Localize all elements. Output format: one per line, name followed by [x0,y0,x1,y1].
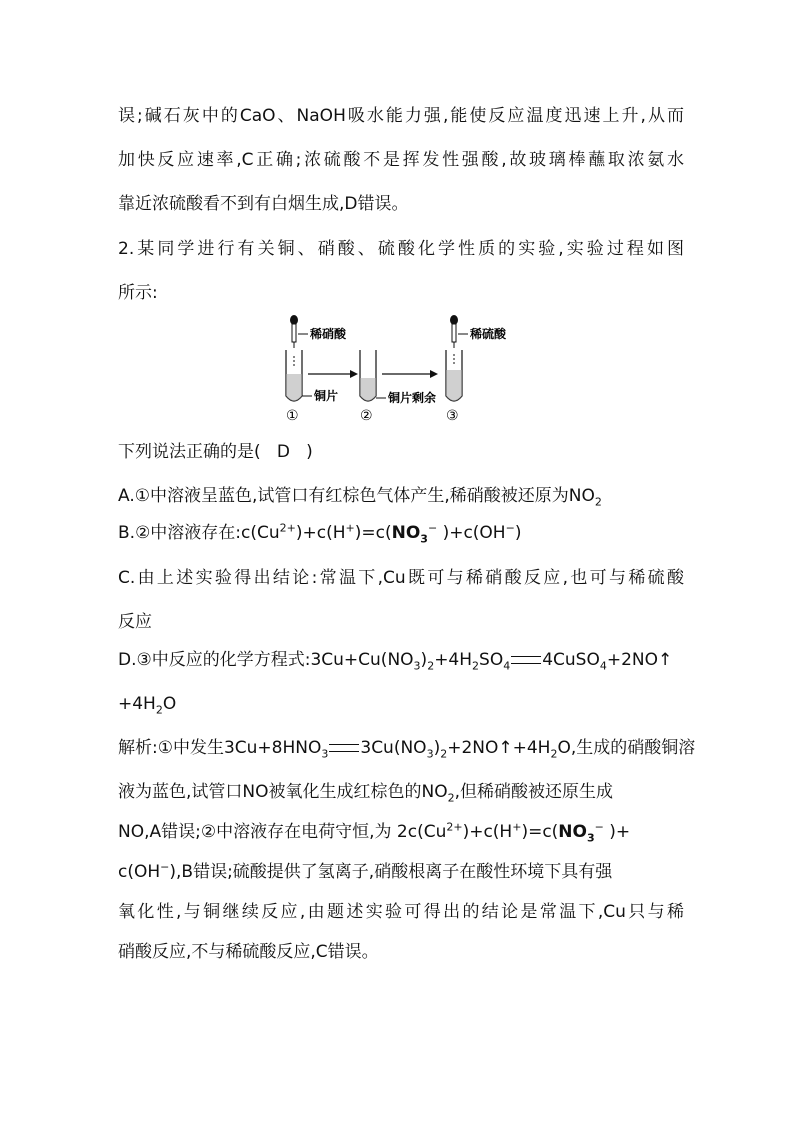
answer-value: D [276,442,290,462]
text-line: 靠近浓硫酸看不到有白烟生成,D错误。 [118,194,409,214]
tube-number-1: ① [286,408,299,424]
dropper-icon [290,315,298,348]
option-c-line2: 反应 [118,612,152,632]
text-line: 加快反应速率,C正确;浓硫酸不是挥发性强酸,故玻璃棒蘸取浓氨水 [118,150,684,170]
option-b: B.②中溶液存在$:c(Cu^{2+})+c(H^+)=c(NO_3^-$ )+c(OH−) [118,521,522,546]
test-tube-2 [360,350,376,401]
solution-line: 解析:①中发生$3Cu+8HNO_3$ $3Cu(NO_3)_2+2NO↑+4H_2O$,生成的硝酸铜溶 [118,738,696,761]
label-dilute-nitric-acid: 稀硝酸 [310,327,347,341]
question-line: 所示: [118,283,158,303]
label-dilute-sulfuric-acid: 稀硫酸 [470,327,507,341]
solution-line: NO,A错误;②中溶液存在电荷守恒,为 $2c(Cu^{2+})+c(H^+)=c(NO_3^-$ )+ [118,820,631,845]
test-tube-3 [446,350,462,401]
solution-line: 硝酸反应,不与稀硫酸反应,C错误。 [118,942,379,962]
experiment-diagram [270,308,530,428]
solution-line: c(OH−),B错误;硫酸提供了氢离子,硝酸根离子在酸性环境下具有强 [118,860,613,882]
label-copper-remaining: 铜片剩余 [388,391,437,405]
solution-line: 氧化性,与铜继续反应,由题述实验可得出的结论是常温下,Cu只与稀 [118,902,684,922]
solution-line: 液为蓝色,试管口NO被氧化生成红棕色的$NO_2$,但稀硝酸被还原生成 [118,782,614,805]
option-d-line2: $+4H_2O$ [118,694,177,717]
text-line: 误;碱石灰中的CaO、NaOH吸水能力强,能使反应温度迅速上升,从而 [118,106,684,126]
option-c-line1: C.由上述实验得出结论:常温下,Cu既可与稀硝酸反应,也可与稀硫酸 [118,568,684,588]
question-prompt: 下列说法正确的是( D ) [118,442,313,462]
tube-number-2: ② [360,408,373,424]
option-d: D.③中反应的化学方程式$:3Cu+Cu(NO_3)_2+4H_2SO_4$ 4CuSO$_4$+2NO↑ [118,650,673,673]
test-tube-1 [286,350,302,401]
tube-number-3: ③ [446,408,459,424]
question-line: 2.某同学进行有关铜、硝酸、硫酸化学性质的实验,实验过程如图 [118,239,684,259]
label-copper-sheet: 铜片 [314,389,339,403]
option-a: A.①中溶液呈蓝色,试管口有红棕色气体产生,稀硝酸被还原为$NO_2$ [118,486,602,509]
dropper-icon [450,315,458,348]
